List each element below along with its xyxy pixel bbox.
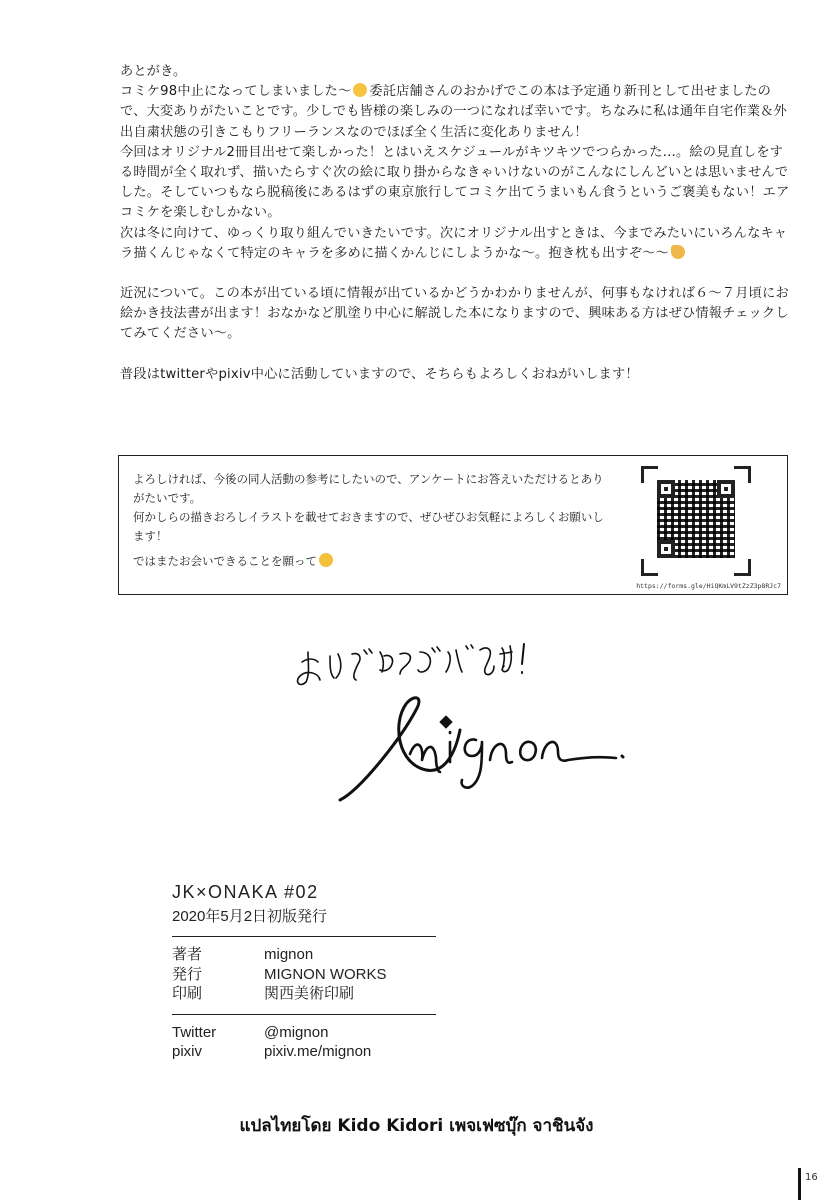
afterword-heading: あとがき。: [120, 64, 187, 79]
colophon-label: 発行: [172, 965, 203, 983]
qr-url[interactable]: https://forms.gle/HiQKmLV9tZzZ3p8RJc7: [636, 582, 781, 590]
qr-finder-pattern: [717, 480, 735, 498]
colophon-value: mignon: [264, 946, 314, 963]
afterword-paragraph-4: 近況について。この本が出ている頃に情報が出ているかどうかわかりませんが、何事もなければ６〜７月頃にお絵かき技法書が出ます！おなかなど肌塗り中心に解説した本になりますので、興味ある方はぜひ情報チェックしてみてください〜。: [120, 286, 789, 342]
qr-frame-corner: [734, 466, 751, 483]
colophon-row-author: [172, 945, 436, 965]
afterword-paragraph-5: 普段はtwitterやpixiv中心に活動していますので、そちらもよろしくおねがいします！: [120, 366, 639, 382]
page-number: 16: [805, 1172, 818, 1183]
survey-closing-text: ではまたお会いできることを願って: [133, 554, 317, 568]
afterword-paragraph-1: [120, 82, 790, 143]
qr-code-icon[interactable]: [641, 466, 751, 576]
signature-drawing: [280, 630, 640, 830]
afterword-paragraph-3-text: 次は冬に向けて、ゆっくり取り組んでいきたいです。次にオリジナル出すときは、今までみたいにいろんなキャラ描くんじゃなくて特定のキャラを多めに描くかんじにしようかな〜。抱き枕も出すぞ〜〜: [120, 225, 788, 261]
colophon-row-twitter: [172, 1023, 436, 1043]
survey-line-2: 何かしらの描きおろしイラストを載せておきますので、ぜひぜひお気軽によろしくお願いします！: [133, 510, 604, 543]
publication-date: 2020年5月2日初版発行: [172, 908, 328, 925]
twitter-link[interactable]: @mignon: [264, 1023, 329, 1041]
survey-box: [118, 455, 788, 595]
colophon-label: 著者: [172, 946, 203, 963]
colophon-row-printer: [172, 984, 436, 1004]
afterword-paragraph-1-rest: 委託店舗さんのおかげでこの本は予定通り新刊として出せましたので、大変ありがたいことです。少しでも皆様の楽しみの一つになれば幸いです。ちなみに私は通年自宅作業＆外出自粛状態の引きこもりフリーランスなのでほぼ全く生活に変化ありません！: [120, 84, 787, 140]
colophon-row-publisher: [172, 965, 436, 985]
wink-emoji-icon: [319, 553, 333, 567]
colophon-label: pixiv: [172, 1043, 203, 1060]
pixiv-link[interactable]: pixiv.me/mignon: [264, 1043, 372, 1060]
survey-line-1: よろしければ、今後の同人活動の参考にしたいので、アンケートにお答えいただけるとありがたいです。: [133, 472, 604, 505]
afterword-paragraph-2: 今回はオリジナル2冊目出せて楽しかった！とはいえスケジュールがキツキツでつらかった…。絵の見直しをする時間が全く取れず、描いたらすぐ次の絵に取り掛からなきゃいけないのがこんなにしんどいとは思いませんでした。そしていつもなら脱稿後にあるはずの東京旅行してコミケ出てうまいもん食うというご褒美もない！エアコミケを楽しむしかない。: [120, 144, 790, 221]
qr-finder-pattern: [657, 540, 675, 558]
colophon-label: 印刷: [172, 985, 203, 1002]
spacer: [120, 345, 790, 365]
colophon-row-pixiv: [172, 1042, 436, 1062]
colophon: [172, 882, 436, 1062]
page-marker: [798, 1168, 801, 1200]
afterword-paragraph-3: [120, 224, 790, 264]
qr-finder-pattern: [657, 480, 675, 498]
divider: [172, 936, 436, 937]
colophon-value: 関西美術印刷: [264, 985, 355, 1002]
qr-frame-corner: [734, 559, 751, 576]
afterword-section: [120, 62, 790, 385]
handwritten-signature: [280, 630, 640, 830]
translation-credit: แปลไทยโดย Kido Kidori เพจเฟซบุ๊ก จาชินจัง: [239, 1116, 594, 1136]
qr-frame-corner: [641, 559, 658, 576]
survey-line-3: [133, 552, 613, 571]
colophon-value: MIGNON WORKS: [264, 965, 387, 983]
colophon-label: Twitter: [172, 1023, 217, 1041]
survey-text: [133, 470, 613, 571]
qr-code-pattern: [657, 480, 735, 558]
afterword-paragraph-1-start: コミケ98中止になってしまいました〜: [120, 84, 352, 100]
spacer: [120, 264, 790, 284]
qr-frame-corner: [641, 466, 658, 483]
divider: [172, 1014, 436, 1015]
crying-emoji-icon: [353, 83, 367, 97]
party-emoji-icon: [671, 245, 685, 259]
book-title: JK×ONAKA #02: [172, 882, 319, 902]
